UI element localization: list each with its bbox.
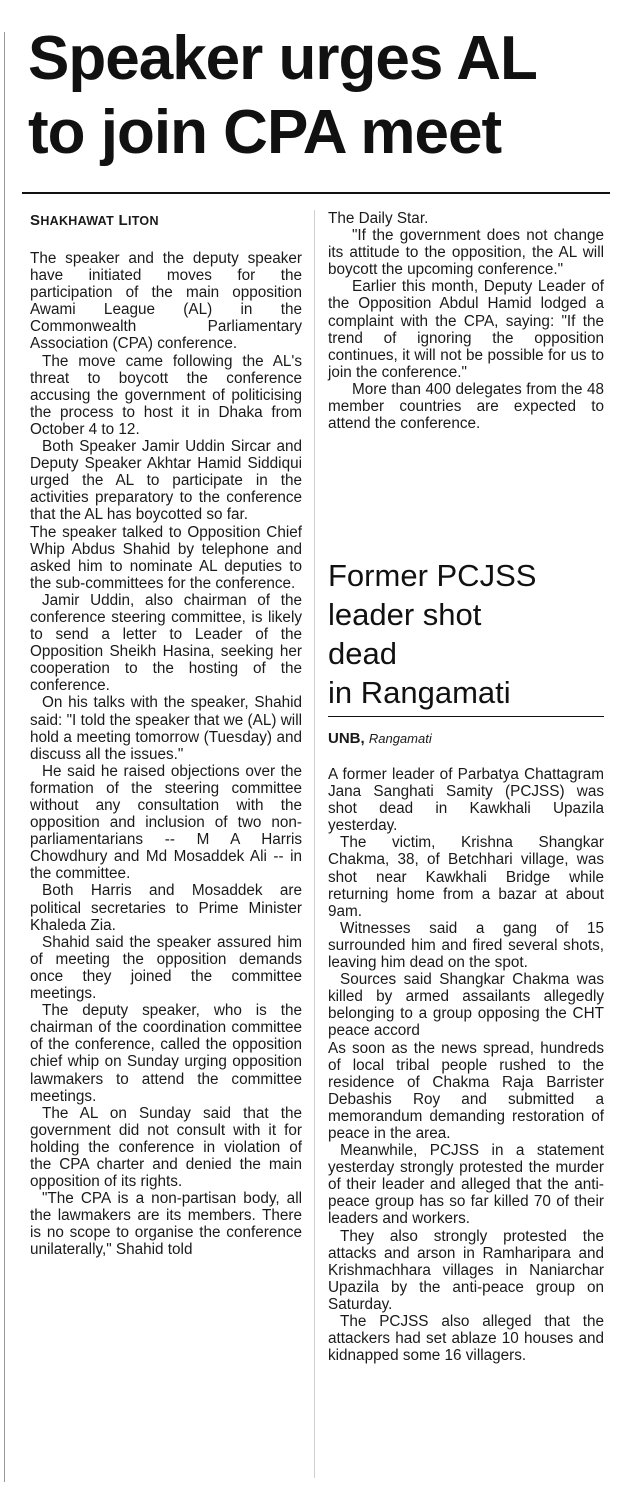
story-paragraph: Both Speaker Jamir Uddin Sircar and Deputy Speaker Akhtar Hamid Siddiqui urged the AL to participate in the activities preparatory to the conference that the AL has boycotted so far. [30,438,302,524]
story-paragraph: "The CPA is a non-partisan body, all the lawmakers are its members. There is no scope to organise the conference unilaterally," Shahid told [30,1190,302,1259]
second-headline-line: Former PCJSS [328,558,537,593]
story-paragraph: Jamir Uddin, also chairman of the conference steering committee, is likely to send a letter to Leader of the Opposition Sheikh Hasina, seeking her cooperation to the hosting of the conference. [30,591,302,695]
story-paragraph: The deputy speaker, who is the chairman of the coordination committee of the conference, called the opposition chief whip on Sunday urging opposition lawmakers to attend the committee meetings. [30,1002,302,1105]
story-paragraph: The speaker talked to Opposition Chief Whip Abdus Shahid by telephone and asked him to nominate AL deputies to the sub-committees for the conference. [30,523,302,592]
main-story-column-left [30,250,302,1259]
story-paragraph: The move came following the AL's threat to boycott the conference accusing the government of politicising the process to host it in Dhaka from October 4 to 12. [30,352,302,438]
story-paragraph: They also strongly protested the attacks and arson in Ramharipara and Krishmachhara villages in Naniarchar Upazila by the anti-peace group on Saturday. [328,1227,604,1313]
main-byline [30,212,159,229]
story-paragraph: The speaker and the deputy speaker have initiated moves for the participation of the main opposition Awami League (AL) in the Commonwealth Parliamentary Association (CPA) conference. [30,250,302,353]
main-story-column-right [328,210,604,432]
byline-initial: S [30,212,41,229]
column-divider [314,210,315,1478]
story-paragraph: The Daily Star. [328,210,429,227]
second-headline-line: leader shot [328,597,482,632]
story-paragraph: Both Harris and Mosaddek are political secretaries to Prime Minister Khaleda Zia. [30,882,302,934]
story-paragraph: A former leader of Parbatya Chattagram Jana Sanghati Samity (PCJSS) was shot dead in Kawkhali Upazila yesterday. [328,766,604,835]
main-headline-line: to join CPA meet [28,98,502,167]
dateline: Rangamati [368,731,432,746]
story-paragraph: The PCJSS also alleged that the attackers had set ablaze 10 houses and kidnapped some 16 villagers. [328,1313,604,1365]
second-headline-rule [328,716,604,717]
headline-rule [22,192,610,194]
second-headline-line: dead [328,636,397,671]
byline-smallcaps: ITON [127,214,159,228]
second-story-column [328,766,604,1364]
clipping-edge-line [4,32,5,1482]
story-paragraph: Earlier this month, Deputy Leader of the Opposition Abdul Hamid lodged a complaint with the CPA, saying: "If the trend of ignoring the opposition continues, it will not be possible for us to join the conference." [328,278,604,381]
main-headline [28,22,618,170]
story-paragraph: He said he raised objections over the formation of the steering committee without any consultation with the opposition and inclusion of two non-parliamentarians -- M A Harris Chowdhury and Md Mosaddek Ali -- in the committee. [30,762,302,883]
second-headline-line: in Rangamati [328,675,511,710]
byline-smallcaps: HAKHAWAT [40,214,115,228]
second-headline [328,556,613,712]
story-paragraph: On his talks with the speaker, Shahid said: "I told the speaker that we (AL) will hold a meeting tomorrow (Tuesday) and discuss all the issues." [30,694,302,763]
main-headline-line: Speaker urges AL [28,24,537,93]
story-paragraph: Witnesses said a gang of 15 surrounded him and fired several shots, leaving him dead on the spot. [328,919,604,972]
second-byline [328,730,432,747]
agency-credit: UNB, [328,730,365,747]
story-paragraph: As soon as the news spread, hundreds of local tribal people rushed to the residence of Chakma Raja Barrister Debashis Roy and submitted a memorandum demanding restoration of peace in the area. [328,1039,604,1142]
story-paragraph: The victim, Krishna Shangkar Chakma, 38, of Betchhari village, was shot near Kawkhali Bridge while returning home from a bazar at about 9am. [328,834,604,920]
story-paragraph: Sources said Shangkar Chakma was killed by armed assailants allegedly belonging to a group opposing the CHT peace accord [328,971,604,1040]
story-paragraph: Shahid said the speaker assured him of meeting the opposition demands once they joined the committee meetings. [30,933,302,1003]
story-paragraph: Meanwhile, PCJSS in a statement yesterday strongly protested the murder of their leader and alleged that the anti-peace group has so far killed 70 of their leaders and workers. [328,1142,604,1228]
story-paragraph: More than 400 delegates from the 48 member countries are expected to attend the conference. [328,380,604,433]
story-paragraph: "If the government does not change its attitude to the opposition, the AL will boycott the upcoming conference." [328,227,604,279]
byline-initial: L [118,212,128,229]
story-paragraph: The AL on Sunday said that the government did not consult with it for holding the conference in violation of the CPA charter and denied the main opposition of its rights. [30,1104,302,1191]
